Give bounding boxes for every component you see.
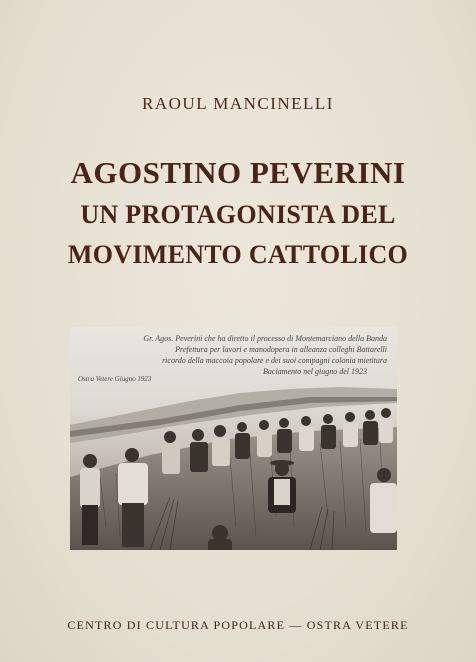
title-line-3: MOVIMENTO CATTOLICO [67, 240, 409, 269]
title-line-1: AGOSTINO PEVERINI [70, 155, 406, 190]
publisher-name: CENTRO DI CULTURA POPOLARE — OSTRA VETERE [67, 618, 409, 632]
photo-caption-date: Ostra Vetere Giugno 1923 [78, 375, 152, 383]
photo-caption-line-2: Prefettura per lavori e manodopera in alleanza colleghi Battarelli [175, 345, 387, 354]
photo-caption-line-3: ricordo della maccoia popolare e dei suoi compagni colonia mietitura [162, 356, 387, 365]
photo-caption-line-4: Baciamento nel giugno del 1923 [263, 367, 367, 376]
photo-caption-line-1: Gr. Agos. Peverini che ha diretto il processo di Montemarciano della Banda [143, 334, 387, 343]
title-line-2: UN PROTAGONISTA DEL [80, 200, 396, 229]
cover-photograph [70, 327, 397, 550]
author-name: RAOUL MANCINELLI [142, 94, 334, 113]
